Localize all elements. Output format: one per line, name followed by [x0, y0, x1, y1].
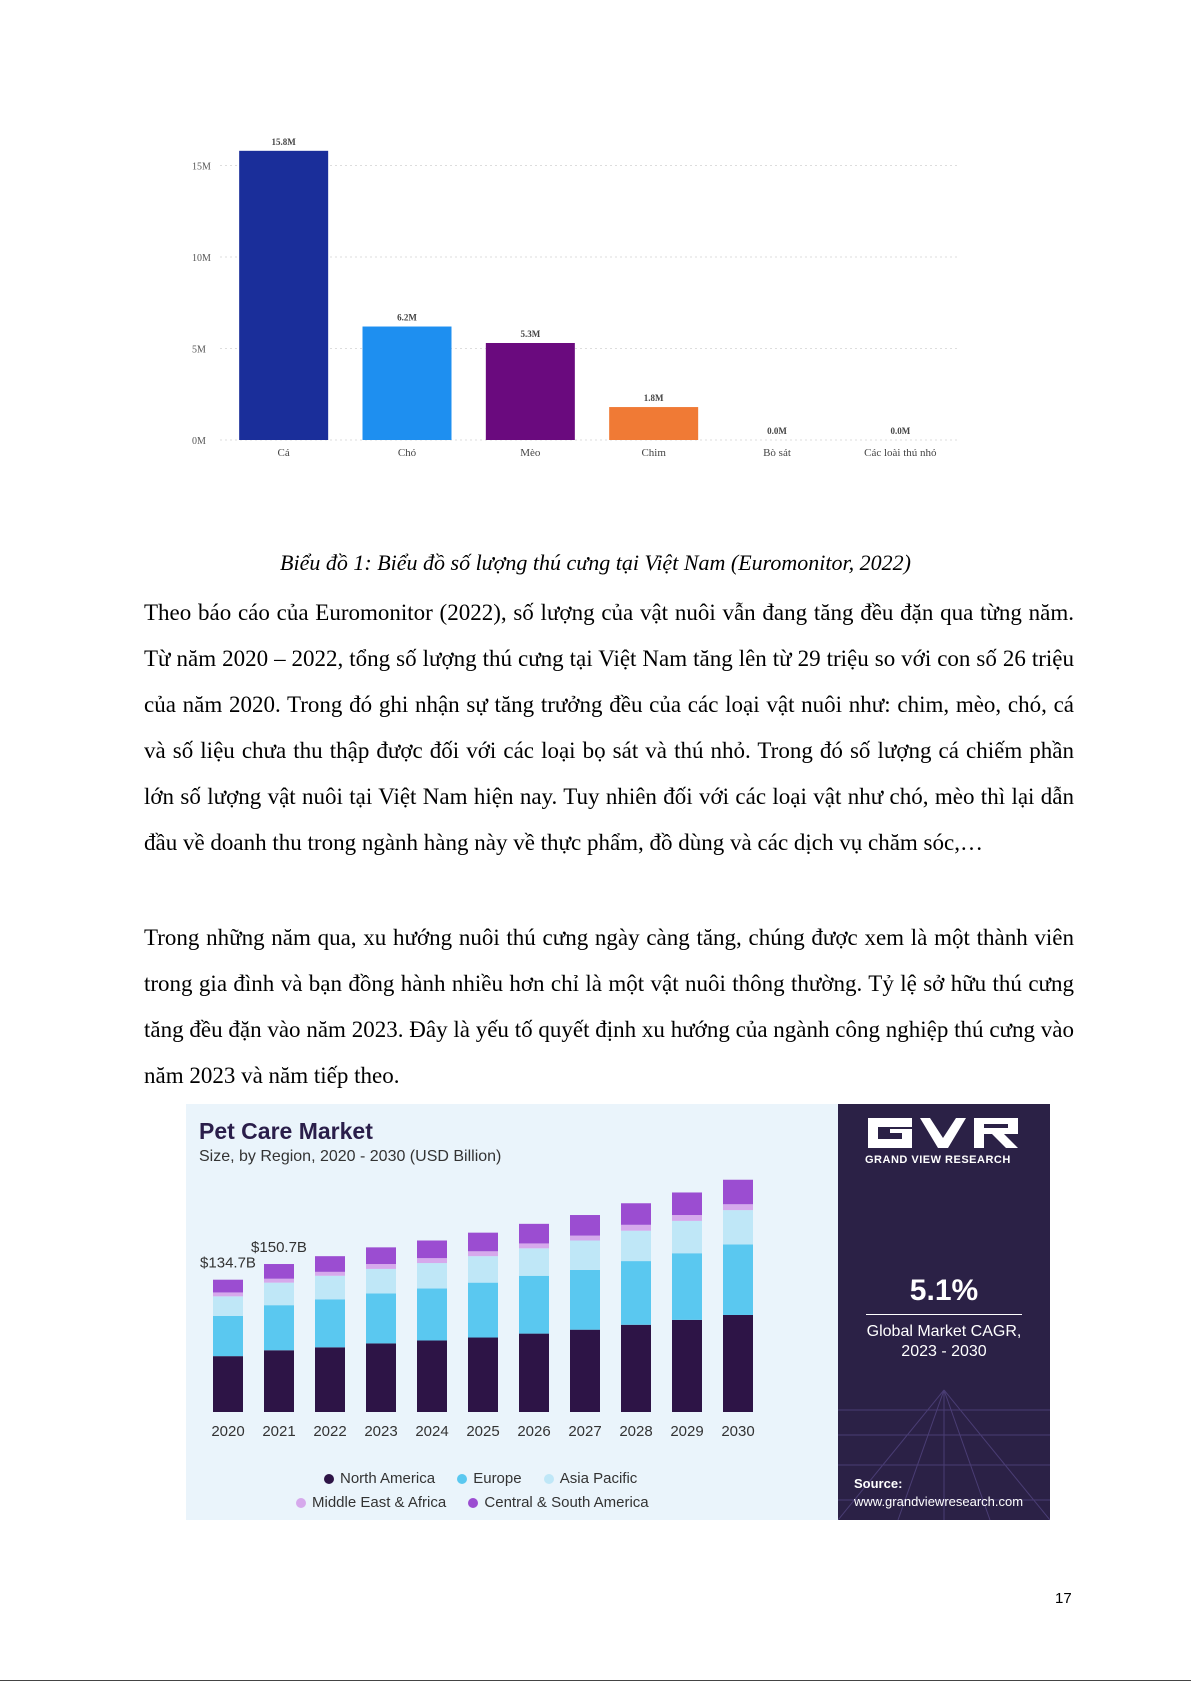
data-label: 0.0M	[767, 426, 787, 436]
data-label: 5.3M	[520, 328, 541, 339]
stack-segment	[366, 1293, 396, 1343]
infographic-title: Pet Care Market	[199, 1118, 373, 1144]
stack-segment	[672, 1215, 702, 1221]
cagr-label	[838, 1322, 1050, 1362]
x-tick-label: Các loài thú nhỏ	[864, 447, 937, 459]
stack-segment	[672, 1253, 702, 1320]
stack-segment	[264, 1350, 294, 1412]
x-tick-label: 2020	[211, 1423, 245, 1440]
x-tick-label: Cá	[277, 447, 290, 459]
stack-segment	[366, 1264, 396, 1269]
total-annotation: $134.7B	[200, 1254, 256, 1272]
page-number: 17	[1055, 1590, 1072, 1607]
brand-name: GRAND VIEW RESEARCH	[865, 1154, 1011, 1166]
stack-segment	[417, 1340, 447, 1412]
stack-segment	[264, 1264, 294, 1279]
bottom-rule	[0, 1680, 1191, 1681]
legend-europe: Europe	[457, 1470, 521, 1487]
x-tick-label: 2026	[517, 1423, 551, 1440]
bar	[239, 151, 328, 440]
x-tick-label: 2028	[619, 1423, 653, 1440]
stack-segment	[519, 1276, 549, 1334]
stack-segment	[213, 1356, 243, 1412]
x-tick-label: 2025	[466, 1423, 500, 1440]
stack-segment	[213, 1292, 243, 1296]
x-tick-label: 2023	[364, 1423, 398, 1440]
y-tick-label: 10M	[192, 252, 211, 264]
data-label: 6.2M	[397, 312, 417, 323]
stack-segment	[621, 1231, 651, 1261]
pet-care-market-stacked-chart	[186, 1104, 838, 1520]
x-tick-label: 2022	[313, 1423, 347, 1440]
infographic-subtitle: Size, by Region, 2020 - 2030 (USD Billion)	[199, 1148, 502, 1165]
stack-segment	[468, 1283, 498, 1338]
infographic-sidebar	[838, 1104, 1050, 1520]
stack-segment	[264, 1305, 294, 1350]
stack-segment	[213, 1280, 243, 1293]
stack-segment	[570, 1215, 600, 1236]
x-tick-label: Chim	[641, 447, 666, 459]
stack-segment	[213, 1316, 243, 1356]
stack-segment	[468, 1233, 498, 1252]
x-tick-label: Mèo	[520, 447, 541, 459]
figure-caption: Biểu đồ 1: Biểu đồ số lượng thú cưng tại Việt Nam (Euromonitor, 2022)	[280, 550, 911, 575]
stack-segment	[519, 1224, 549, 1244]
legend-row-2	[296, 1494, 667, 1511]
stack-segment	[519, 1248, 549, 1275]
stack-segment	[672, 1320, 702, 1412]
gvr-logo-icon	[868, 1118, 1018, 1148]
stack-segment	[672, 1221, 702, 1253]
x-tick-label: 2030	[721, 1423, 755, 1440]
legend-row-1	[324, 1470, 655, 1487]
stack-segment	[621, 1203, 651, 1225]
y-tick-label: 0M	[192, 436, 206, 447]
stack-segment	[723, 1210, 753, 1244]
stack-segment	[519, 1243, 549, 1248]
stack-segment	[468, 1338, 498, 1412]
stack-segment	[213, 1296, 243, 1316]
stack-segment	[621, 1325, 651, 1412]
stack-segment	[570, 1270, 600, 1330]
x-tick-label: 2024	[415, 1423, 449, 1440]
cagr-value: 5.1%	[909, 1274, 979, 1307]
paragraph-2: Trong những năm qua, xu hướng nuôi thú cưng ngày càng tăng, chúng được xem là một thành viên trong gia đình và bạn đồng hành nhiều hơn chỉ là một vật nuôi thông thường. Tỷ lệ sở hữu thú cưng tăng đều đặn vào năm 2023. Đây là yếu tố quyết định xu hướng của ngành công nghiệp thú cưng vào năm 2023 và năm tiếp theo.	[144, 925, 1074, 1088]
data-label: 15.8M	[271, 136, 296, 147]
legend-central-south-america: Central & South America	[468, 1494, 648, 1511]
pet-care-market-infographic	[186, 1104, 1050, 1520]
stack-segment	[570, 1236, 600, 1241]
stack-segment	[264, 1279, 294, 1283]
stack-segment	[468, 1256, 498, 1282]
stack-segment	[264, 1283, 294, 1306]
x-tick-label: Bò sát	[763, 447, 791, 459]
stack-segment	[315, 1272, 345, 1276]
stack-segment	[315, 1299, 345, 1347]
stack-segment	[366, 1247, 396, 1264]
stack-segment	[621, 1261, 651, 1325]
legend-north-america: North America	[324, 1470, 435, 1487]
stack-segment	[366, 1269, 396, 1294]
cagr-label-line1: Global Market CAGR,	[866, 1323, 1022, 1340]
stack-segment	[315, 1256, 345, 1272]
stack-segment	[417, 1289, 447, 1341]
stack-segment	[519, 1334, 549, 1412]
legend-middle-east-africa: Middle East & Africa	[296, 1494, 446, 1511]
stack-segment	[621, 1225, 651, 1231]
source-label: Source:	[854, 1476, 903, 1491]
stack-segment	[570, 1330, 600, 1412]
stack-segment	[723, 1244, 753, 1315]
y-tick-label: 15M	[192, 161, 211, 173]
bar	[363, 327, 452, 440]
bar	[486, 343, 575, 440]
total-annotation: $150.7B	[251, 1239, 307, 1257]
pet-count-bar-chart	[190, 118, 1040, 508]
stack-segment	[570, 1241, 600, 1270]
stack-segment	[723, 1315, 753, 1412]
x-tick-label: 2027	[568, 1423, 602, 1440]
cagr-divider	[866, 1314, 1022, 1315]
legend-asia-pacific: Asia Pacific	[544, 1470, 638, 1487]
cagr-label-line2: 2023 - 2030	[901, 1343, 987, 1360]
stack-segment	[417, 1241, 447, 1259]
stack-segment	[315, 1347, 345, 1412]
paragraph-1: Theo báo cáo của Euromonitor (2022), số lượng của vật nuôi vẫn đang tăng đều đặn qua từng năm. Từ năm 2020 – 2022, tổng số lượng thú cưng tại Việt Nam tăng lên từ 29 triệu so với con số 26 triệu của năm 2020. Trong đó ghi nhận sự tăng trưởng đều của các loại vật nuôi như: chim, mèo, chó, cá và số liệu chưa thu thập được đối với các loại bọ sát và thú nhỏ. Trong đó số lượng cá chiếm phần lớn số lượng vật nuôi tại Việt Nam hiện nay. Tuy nhiên đối với các loại vật như chó, mèo thì lại dẫn đầu về doanh thu trong ngành hàng này về thực phẩm, đồ dùng và các dịch vụ chăm sóc,…	[144, 600, 1074, 855]
bar	[609, 407, 698, 440]
x-tick-label: 2021	[262, 1423, 296, 1440]
stack-segment	[315, 1276, 345, 1300]
stack-segment	[366, 1343, 396, 1412]
y-tick-label: 5M	[192, 344, 206, 356]
stack-segment	[723, 1204, 753, 1210]
stack-segment	[417, 1258, 447, 1263]
x-tick-label: 2029	[670, 1423, 704, 1440]
source-url: www.grandviewresearch.com	[854, 1494, 1024, 1509]
data-label: 1.8M	[643, 393, 664, 404]
stack-segment	[468, 1251, 498, 1256]
x-tick-label: Chó	[397, 447, 417, 459]
stack-segment	[723, 1180, 753, 1205]
stack-segment	[417, 1263, 447, 1288]
data-label: 0.0M	[890, 426, 911, 436]
stack-segment	[672, 1192, 702, 1215]
